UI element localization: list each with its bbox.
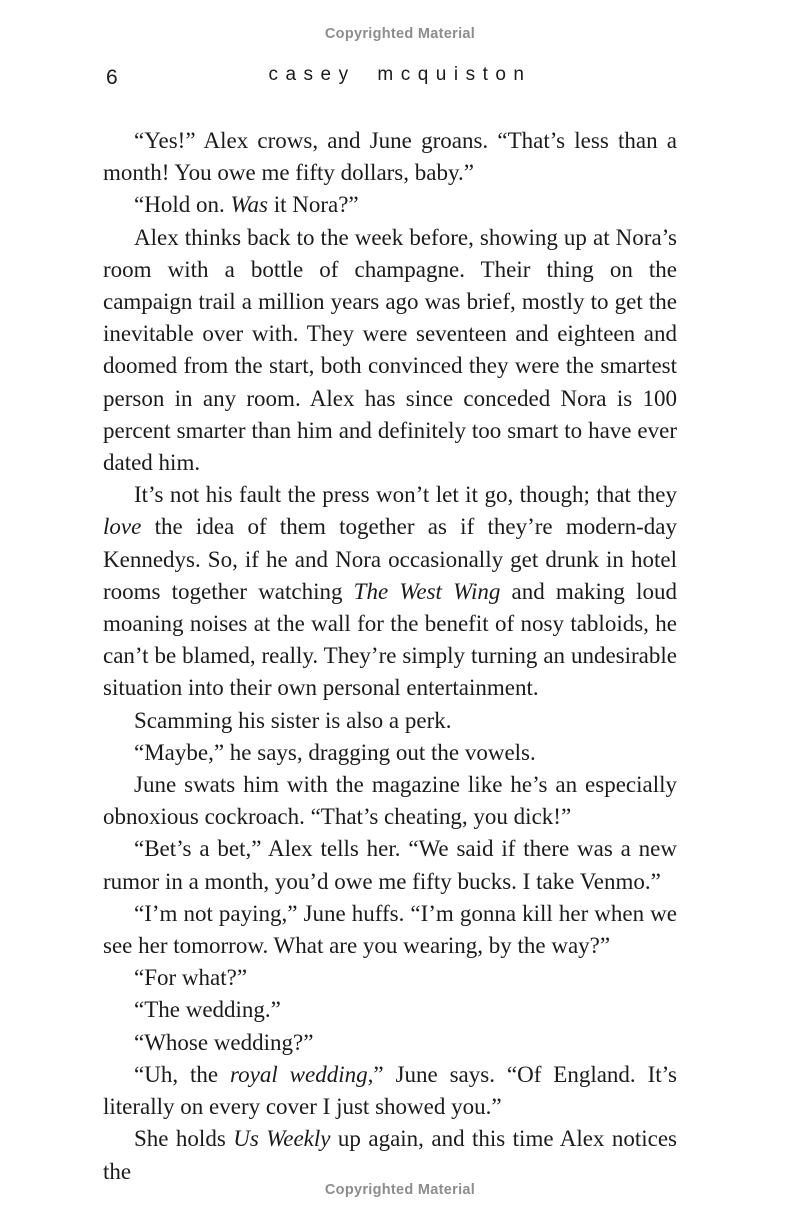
paragraph [103, 769, 677, 833]
text-segment: it Nora?” [267, 192, 359, 218]
paragraph [103, 705, 677, 737]
text-segment: She holds [134, 1126, 234, 1152]
running-header-author: casey mcquiston [268, 64, 532, 85]
italic-text: The West Wing [353, 578, 501, 604]
paragraph [103, 1027, 677, 1059]
italic-text: love [103, 514, 142, 540]
paragraph [103, 1059, 677, 1123]
paragraph [103, 1123, 677, 1187]
paragraph [103, 479, 677, 704]
text-segment: It’s not his fault the press won’t let it go, though; that they [134, 482, 677, 508]
running-header [103, 64, 697, 92]
text-segment: “I’m not paying,” June huffs. “I’m gonna kill her when we see her tomorrow. What are you wearing, by the way?” [103, 900, 677, 959]
paragraph [103, 125, 677, 189]
italic-text: Us Weekly [233, 1126, 331, 1152]
paragraph [103, 898, 677, 962]
paragraph [103, 962, 677, 994]
paragraph [103, 994, 677, 1026]
text-segment: “Hold on. [134, 192, 231, 218]
text-segment: “Whose wedding?” [134, 1029, 314, 1055]
paragraph [103, 833, 677, 897]
text-segment: and making loud moaning noises at the wall for the benefit of nosy tabloids, he can’t be blamed, really. They’re simply turning an undesirable situation into their own personal entertainment. [103, 578, 677, 701]
paragraph [103, 737, 677, 769]
text-segment: up again, and this time Alex notices the [103, 1126, 678, 1184]
page-number: 6 [106, 66, 118, 89]
text-segment: “Yes!” Alex crows, and June groans. “That’s less than a month! You owe me fifty dollars, baby.” [103, 128, 677, 186]
italic-text: royal wedding, [230, 1061, 374, 1087]
text-segment: “The wedding.” [134, 997, 281, 1023]
text-segment: Alex thinks back to the week before, showing up at Nora’s room with a bottle of champagne. Their thing on the campaign trail a million years ago was brief, mostly to get the inevitable over with. They were seventeen and eighteen and doomed from the start, both convinced they were the smartest person in any room. Alex has since conceded Nora is 100 percent smarter than him and definitely too smart to have ever dated him. [103, 224, 677, 476]
copyright-notice-bottom: Copyrighted Material [324, 1182, 476, 1198]
text-segment: “Bet’s a bet,” Alex tells her. “We said if there was a new rumor in a month, you’d owe me fifty bucks. I take Venmo.” [103, 836, 677, 894]
italic-text: Was [230, 192, 268, 218]
text-segment: “For what?” [134, 965, 248, 991]
body-text [103, 125, 677, 1188]
text-segment: June swats him with the magazine like he’s an especially obnoxious cockroach. “That’s cheating, you dick!” [103, 772, 677, 830]
text-segment: “Maybe,” he says, dragging out the vowels. [134, 739, 536, 765]
text-segment: Scamming his sister is also a perk. [134, 707, 452, 733]
paragraph [103, 189, 677, 221]
text-segment: “Uh, the [134, 1061, 231, 1087]
text-segment: ” June says. “Of England. It’s literally on every cover I just showed you.” [103, 1061, 678, 1120]
copyright-notice-top: Copyrighted Material [324, 26, 476, 42]
text-segment: the idea of them together as if they’re modern-day Kennedys. So, if he and Nora occasionally get drunk in hotel rooms together watching [103, 514, 677, 604]
paragraph [103, 222, 677, 480]
